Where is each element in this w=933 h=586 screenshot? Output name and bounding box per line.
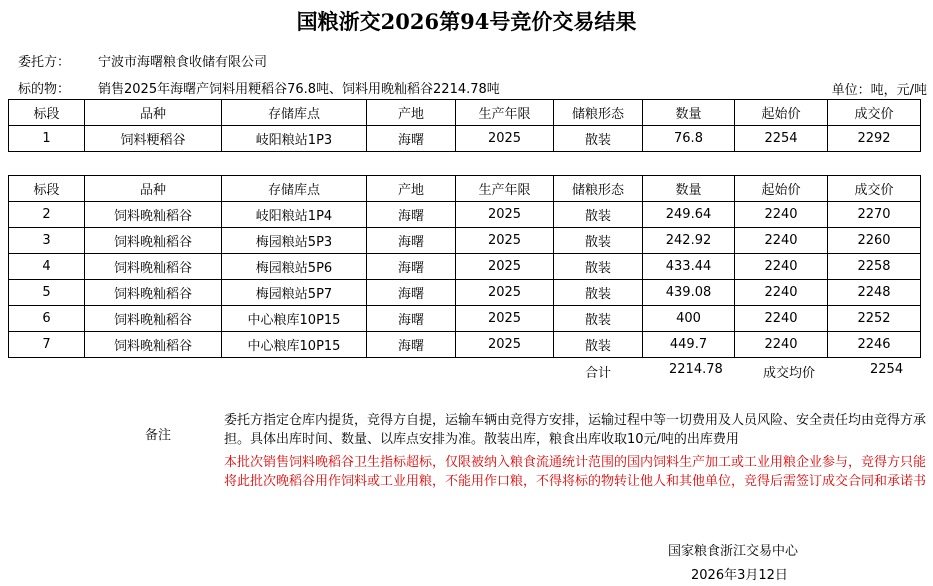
table-cell: 2240 <box>735 254 828 280</box>
table-cell: 散装 <box>554 306 643 332</box>
table-cell: 中心粮库10P15 <box>222 306 367 332</box>
table-cell: 2258 <box>828 254 921 280</box>
column-header: 储粮形态 <box>554 176 643 202</box>
table-cell: 1 <box>9 126 85 152</box>
column-header: 成交价 <box>828 176 921 202</box>
table-cell: 海曙 <box>367 228 456 254</box>
consignor-value: 宁波市海曙粮食收储有限公司 <box>98 55 268 70</box>
table-cell: 439.08 <box>643 280 735 306</box>
average-price-label: 成交均价 <box>763 366 816 381</box>
column-header: 储粮形态 <box>554 100 643 126</box>
table-cell: 2025 <box>456 202 554 228</box>
table-cell: 海曙 <box>367 280 456 306</box>
page-title: 国粮浙交2026第94号竞价交易结果 <box>296 9 637 34</box>
table-cell: 饲料晚籼稻谷 <box>85 202 222 228</box>
table-cell: 2025 <box>456 306 554 332</box>
table-row <box>9 126 921 152</box>
table-cell: 2240 <box>735 228 828 254</box>
table-cell: 海曙 <box>367 126 456 152</box>
table-cell: 2240 <box>735 332 828 358</box>
table-cell: 2025 <box>456 126 554 152</box>
table-cell: 249.64 <box>643 202 735 228</box>
table-cell: 2292 <box>828 126 921 152</box>
table-cell: 岐阳粮站1P3 <box>222 126 367 152</box>
table-cell: 海曙 <box>367 332 456 358</box>
table-cell: 3 <box>9 228 85 254</box>
table-cell: 2254 <box>735 126 828 152</box>
table-row <box>9 280 921 306</box>
consignor-label: 委托方： <box>18 55 71 70</box>
table-row <box>9 332 921 358</box>
table-cell: 2248 <box>828 280 921 306</box>
column-header: 品种 <box>85 176 222 202</box>
column-header: 起始价 <box>735 100 828 126</box>
note-text: 委托方指定仓库内提货，竞得方自提，运输车辆由竞得方安排，运输过程中等一切费用及人员风险、安全责任均由竞得方承担。具体出库时间、数量、以库点安排为准。散装出库，粮食出库收取10元/吨的出库费用 <box>224 413 927 447</box>
table-cell: 饲料晚籼稻谷 <box>85 254 222 280</box>
column-header: 数量 <box>643 176 735 202</box>
table-cell: 梅园粮站5P3 <box>222 228 367 254</box>
note-label: 备注 <box>145 428 172 443</box>
footer-organization: 国家粮食浙江交易中心 <box>668 544 799 559</box>
column-header: 数量 <box>643 100 735 126</box>
table-cell: 2 <box>9 202 85 228</box>
table-header-row <box>9 100 921 126</box>
table-cell: 2240 <box>735 280 828 306</box>
note-warning-text: 本批次销售饲料晚稻谷卫生指标超标，仅限被纳入粮食流通统计范围的国内饲料生产加工或工业用粮企业参与，竞得方只能将此批次晚稻谷用作饲料或工业用粮，不能用作口粮，不得将标的物转让他人和其他单位，竞得后需签订成交合同和承诺书 <box>224 455 927 489</box>
table-cell: 2252 <box>828 306 921 332</box>
table-cell: 2270 <box>828 202 921 228</box>
column-header: 产地 <box>367 100 456 126</box>
table-body <box>9 126 921 152</box>
table-cell: 2025 <box>456 254 554 280</box>
table-cell: 2025 <box>456 332 554 358</box>
column-header: 生产年限 <box>456 100 554 126</box>
table-cell: 散装 <box>554 332 643 358</box>
table-cell: 散装 <box>554 126 643 152</box>
totals-row <box>0 362 933 382</box>
table-header-row <box>9 176 921 202</box>
average-price-value: 2254 <box>870 362 904 377</box>
sum-value: 2214.78 <box>669 362 723 377</box>
table-cell: 饲料粳稻谷 <box>85 126 222 152</box>
table-cell: 散装 <box>554 202 643 228</box>
table-cell: 梅园粮站5P7 <box>222 280 367 306</box>
table-cell: 饲料晚籼稻谷 <box>85 228 222 254</box>
table-cell: 400 <box>643 306 735 332</box>
column-header: 标段 <box>9 100 85 126</box>
table-cell: 海曙 <box>367 254 456 280</box>
table-cell: 散装 <box>554 254 643 280</box>
table-cell: 449.7 <box>643 332 735 358</box>
results-table-2 <box>8 175 921 358</box>
table-cell: 4 <box>9 254 85 280</box>
table-cell: 中心粮库10P15 <box>222 332 367 358</box>
table-row <box>9 254 921 280</box>
table-cell: 76.8 <box>643 126 735 152</box>
unit-label: 单位：吨，元/吨 <box>831 83 927 98</box>
table-cell: 5 <box>9 280 85 306</box>
table-cell: 7 <box>9 332 85 358</box>
table-cell: 饲料晚籼稻谷 <box>85 280 222 306</box>
table-cell: 海曙 <box>367 202 456 228</box>
column-header: 产地 <box>367 176 456 202</box>
column-header: 标段 <box>9 176 85 202</box>
column-header: 生产年限 <box>456 176 554 202</box>
sum-label: 合计 <box>585 366 612 381</box>
table-row <box>9 228 921 254</box>
column-header: 起始价 <box>735 176 828 202</box>
column-header: 品种 <box>85 100 222 126</box>
table-cell: 2246 <box>828 332 921 358</box>
table-cell: 242.92 <box>643 228 735 254</box>
table-cell: 散装 <box>554 280 643 306</box>
column-header: 成交价 <box>828 100 921 126</box>
table-cell: 2260 <box>828 228 921 254</box>
table-cell: 2240 <box>735 306 828 332</box>
table-cell: 岐阳粮站1P4 <box>222 202 367 228</box>
table-cell: 2240 <box>735 202 828 228</box>
table-cell: 饲料晚籼稻谷 <box>85 306 222 332</box>
table-row <box>9 202 921 228</box>
table-body <box>9 202 921 358</box>
column-header: 存储库点 <box>222 100 367 126</box>
table-cell: 散装 <box>554 228 643 254</box>
footer-date: 2026年3月12日 <box>691 568 788 583</box>
table-cell: 海曙 <box>367 306 456 332</box>
results-table-1 <box>8 99 921 152</box>
table-row <box>9 306 921 332</box>
table-cell: 6 <box>9 306 85 332</box>
subject-label: 标的物： <box>18 82 71 97</box>
table-cell: 梅园粮站5P6 <box>222 254 367 280</box>
table-cell: 饲料晚籼稻谷 <box>85 332 222 358</box>
table-cell: 2025 <box>456 228 554 254</box>
column-header: 存储库点 <box>222 176 367 202</box>
subject-value: 销售2025年海曙产饲料用粳稻谷76.8吨、饲料用晚籼稻谷2214.78吨 <box>98 82 500 97</box>
table-cell: 433.44 <box>643 254 735 280</box>
table-cell: 2025 <box>456 280 554 306</box>
